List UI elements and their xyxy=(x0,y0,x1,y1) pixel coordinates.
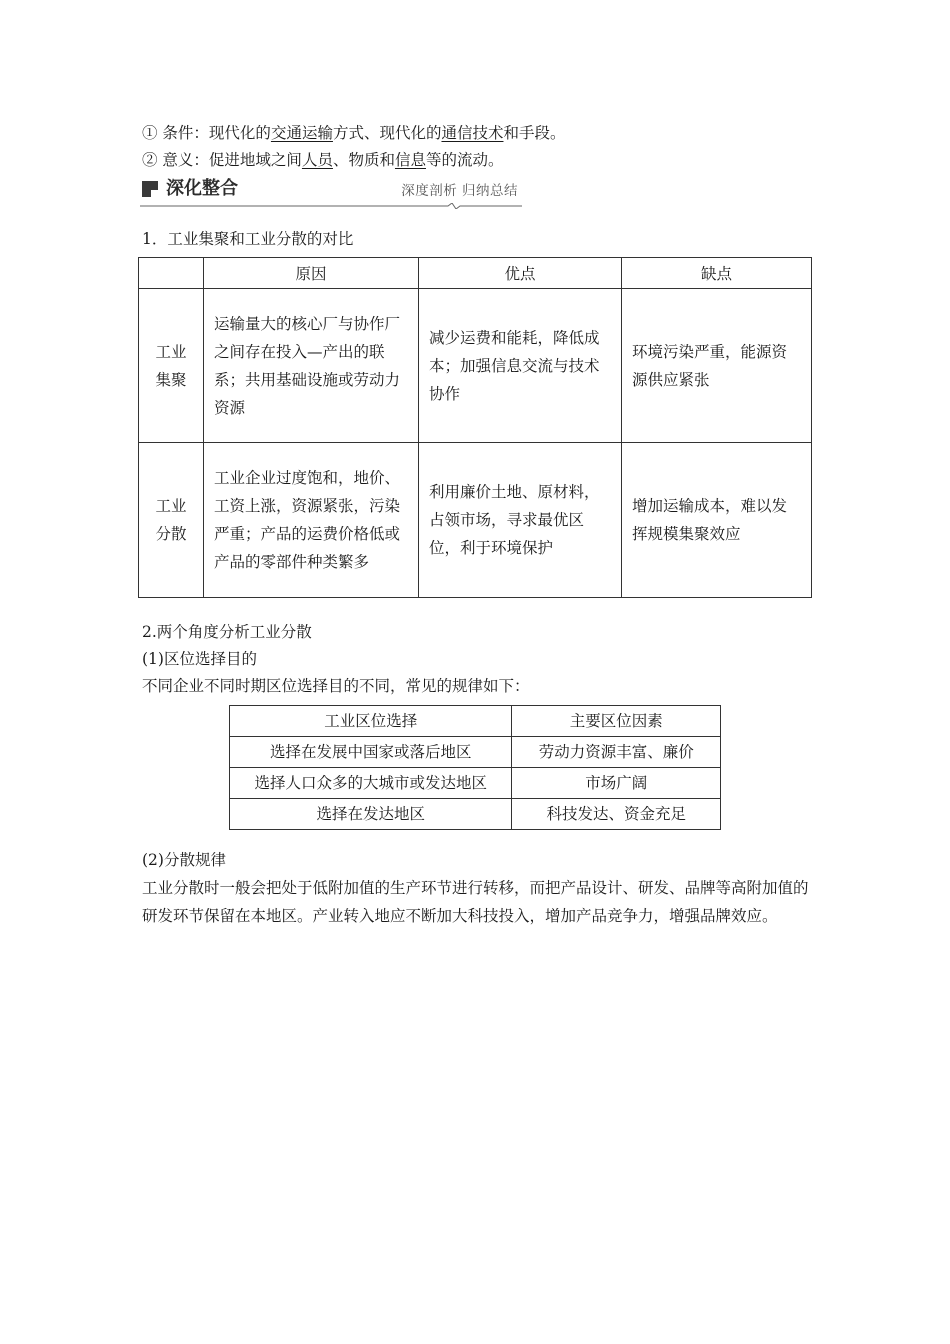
condition-text-2: 方式、现代化的 xyxy=(332,124,442,142)
table-row xyxy=(139,443,812,598)
column-header-blank xyxy=(139,258,204,289)
cell-disadvantage: 环境污染严重，能源资源供应紧张 xyxy=(622,289,812,443)
column-header-reason: 原因 xyxy=(204,258,419,289)
cell-reason: 工业企业过度饱和，地价、工资上涨，资源紧张，污染严重；产品的运费价格低或产品的零部件种类繁多 xyxy=(204,443,419,598)
section-rule xyxy=(140,203,522,209)
significance-text-3: 等的流动。 xyxy=(425,151,504,169)
cell-main-factor: 科技发达、资金充足 xyxy=(512,799,721,830)
cell-reason: 运输量大的核心厂与协作厂之间存在投入—产出的联系；共用基础设施或劳动力资源 xyxy=(204,289,419,443)
cell-main-factor: 劳动力资源丰富、廉价 xyxy=(512,737,721,768)
condition-text-3: 和手段。 xyxy=(503,124,566,142)
analysis-paragraph: 工业分散时一般会把处于低附加值的生产环节进行转移，而把产品设计、研发、品牌等高附加值的研发环节保留在本地区。产业转入地应不断加大科技投入，增加产品竞争力，增强品牌效应。 xyxy=(142,879,809,925)
location-table xyxy=(229,705,721,830)
cell-location-choice: 选择在发展中国家或落后地区 xyxy=(230,737,512,768)
cell-disadvantage: 增加运输成本，难以发挥规模集聚效应 xyxy=(622,443,812,598)
significance-text-2: 、物质和 xyxy=(332,151,395,169)
column-header-disadvantage: 缺点 xyxy=(622,258,812,289)
condition-underline-2: 通信技术 xyxy=(441,124,504,142)
row-label-agglomeration: 工业 集聚 xyxy=(139,289,204,443)
section-subtitle: 深度剖析 归纳总结 xyxy=(401,183,518,199)
cell-main-factor: 市场广阔 xyxy=(512,768,721,799)
condition-text-1: ① 条件：现代化的 xyxy=(142,124,271,142)
significance-underline-1: 人员 xyxy=(301,151,333,169)
table-header-row xyxy=(139,258,812,289)
table-row xyxy=(230,799,721,830)
cell-advantage: 利用廉价土地、原材料，占领市场，寻求最优区位，利于环境保护 xyxy=(419,443,622,598)
significance-line xyxy=(142,149,504,171)
table-row xyxy=(230,768,721,799)
cell-location-choice: 选择在发达地区 xyxy=(230,799,512,830)
comparison-heading: 1．工业集聚和工业分散的对比 xyxy=(142,230,354,248)
column-header-advantage: 优点 xyxy=(419,258,622,289)
table-header-row xyxy=(230,706,721,737)
analysis-heading: 2.两个角度分析工业分散 xyxy=(142,623,312,641)
comparison-table xyxy=(138,257,812,598)
condition-underline-1: 交通运输 xyxy=(270,124,333,142)
significance-underline-2: 信息 xyxy=(394,151,426,169)
section-title: 深化整合 xyxy=(166,178,238,199)
table-row xyxy=(230,737,721,768)
row-label-dispersion: 工业 分散 xyxy=(139,443,204,598)
cell-location-choice: 选择人口众多的大城市或发达地区 xyxy=(230,768,512,799)
analysis-sub1: (1)区位选择目的 xyxy=(142,650,257,668)
section-square-icon xyxy=(142,181,158,197)
significance-text-1: ② 意义：促进地域之间 xyxy=(142,151,302,169)
column-header-location-choice: 工业区位选择 xyxy=(230,706,512,737)
condition-line xyxy=(142,122,566,144)
section-header xyxy=(140,176,522,208)
analysis-desc: 不同企业不同时期区位选择目的不同，常见的规律如下： xyxy=(142,677,530,695)
analysis-sub2: (2)分散规律 xyxy=(142,851,226,869)
cell-advantage: 减少运费和能耗，降低成本；加强信息交流与技术协作 xyxy=(419,289,622,443)
table-row xyxy=(139,289,812,443)
column-header-main-factor: 主要区位因素 xyxy=(512,706,721,737)
